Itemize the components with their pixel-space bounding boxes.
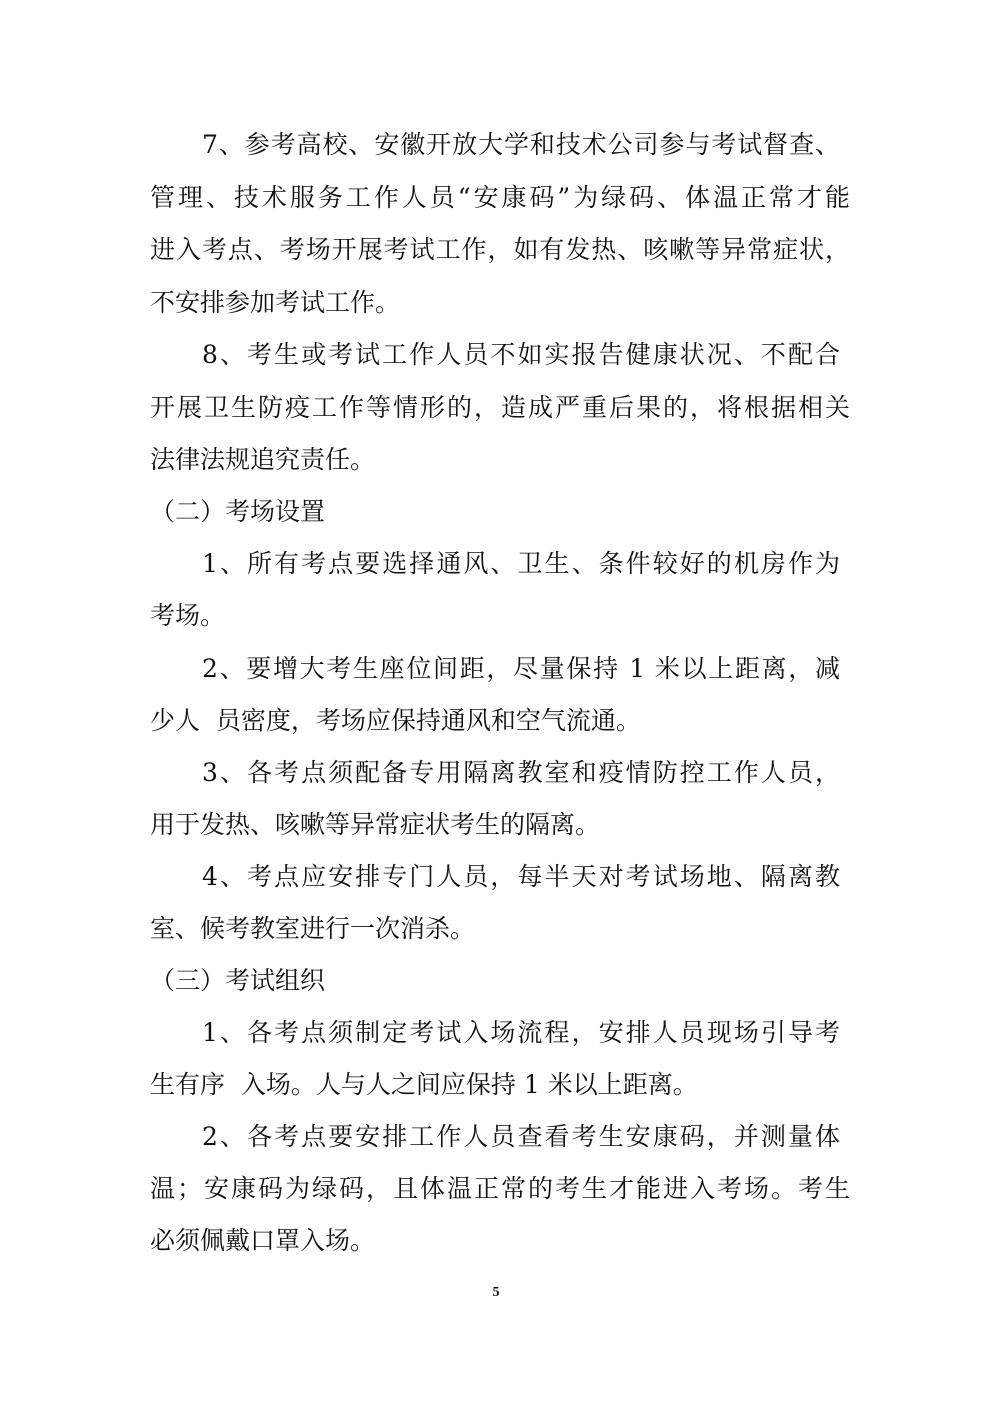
item-2-4-line-1: 4、考点应安排专门人员，每半天对考试场地、隔离教 [202, 862, 840, 891]
section-heading-exam-room-setup: （二）考场设置 [150, 497, 326, 526]
paragraph-8-line-3: 法律法规追究责任。 [150, 445, 376, 474]
item-2-2-line-1: 2、要增大考生座位间距，尽量保持 1 米以上距离，减 [202, 654, 840, 683]
item-3-2-line-1: 2、各考点要安排工作人员查看考生安康码，并测量体 [202, 1122, 840, 1151]
item-3-2-line-2: 温；安康码为绿码，且体温正常的考生才能进入考场。考生 [150, 1174, 850, 1203]
item-3-1-line-2: 生有序 入场。人与人之间应保持 1 米以上距离。 [150, 1070, 698, 1099]
item-2-4-line-2: 室、候考教室进行一次消杀。 [150, 914, 476, 943]
item-2-3-line-2: 用于发热、咳嗽等异常症状考生的隔离。 [150, 810, 601, 839]
paragraph-7-line-1: 7、参考高校、安徽开放大学和技术公司参与考试督查、 [202, 130, 840, 159]
paragraph-7-line-2: 管理、技术服务工作人员“安康码”为绿码、体温正常才能 [150, 183, 850, 212]
item-3-1-line-1: 1、各考点须制定考试入场流程，安排人员现场引导考 [202, 1018, 840, 1047]
item-2-1-line-2: 考场。 [150, 601, 226, 630]
item-3-2-line-3: 必须佩戴口罩入场。 [150, 1226, 376, 1255]
page-number: 5 [492, 1285, 500, 1300]
paragraph-8-line-1: 8、考生或考试工作人员不如实报告健康状况、不配合 [202, 340, 840, 369]
paragraph-7-line-4: 不安排参加考试工作。 [150, 288, 401, 317]
paragraph-7-line-3: 进入考点、考场开展考试工作，如有发热、咳嗽等异常症状， [150, 235, 850, 264]
item-2-3-line-1: 3、各考点须配备专用隔离教室和疫情防控工作人员， [202, 758, 840, 787]
item-2-1-line-1: 1、所有考点要选择通风、卫生、条件较好的机房作为 [202, 549, 840, 578]
item-2-2-line-2: 少人 员密度，考场应保持通风和空气流通。 [150, 706, 641, 735]
paragraph-8-line-2: 开展卫生防疫工作等情形的，造成严重后果的，将根据相关 [150, 393, 850, 422]
section-heading-exam-organization: （三）考试组织 [150, 966, 326, 995]
